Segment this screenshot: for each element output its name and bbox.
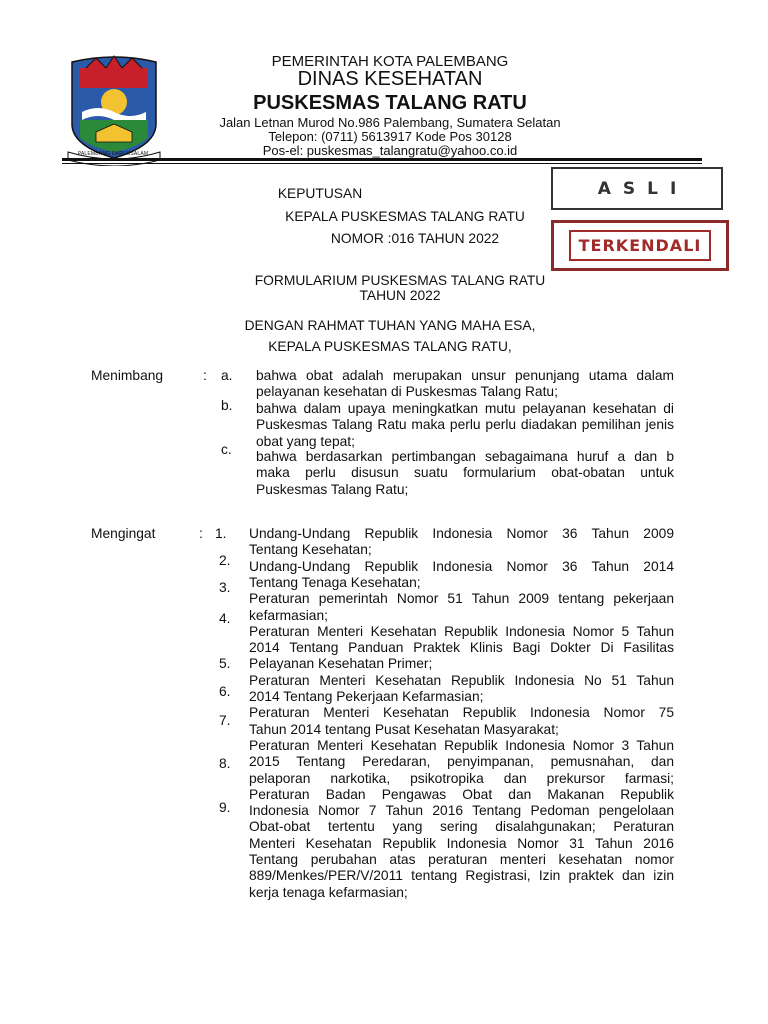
emblem-icon bbox=[66, 54, 162, 166]
mengingat-line: Undang-Undang Republik Indonesia Nomor 36 Tahun 2009 bbox=[249, 526, 674, 541]
government-name: PEMERINTAH KOTA PALEMBANG bbox=[271, 53, 509, 70]
mengingat-line: Tentang perubahan atas peraturan menteri kesehatan nomor bbox=[249, 852, 674, 867]
mengingat-line: Peraturan Menteri Kesehatan Republik Indonesia No 51 Tahun bbox=[249, 672, 674, 688]
mengingat-line: Peraturan Badan Pengawas Obat dan Makanan Republik bbox=[249, 786, 674, 802]
decision-number: NOMOR :016 TAHUN 2022 bbox=[330, 231, 500, 246]
menimbang-item-no: b. bbox=[221, 398, 233, 413]
mengingat-line: Pelayanan Kesehatan Primer; bbox=[249, 656, 433, 672]
menimbang-item-text: bahwa obat adalah merupakan unsur penunjang utama dalam pelayanan kesehatan di Puskesmas Talang Ratu; bbox=[256, 368, 674, 400]
mengingat-item-no: 6. bbox=[219, 684, 231, 699]
mengingat-line: kefarmasian; bbox=[249, 607, 328, 623]
mengingat-line: Menteri Kesehatan Republik Indonesia Nomor 31 Tahun 2016 bbox=[249, 835, 674, 851]
mengingat-label: Mengingat bbox=[91, 526, 156, 541]
menimbang-item-no: a. bbox=[221, 368, 233, 383]
mengingat-line: kerja tenaga kefarmasian; bbox=[249, 884, 408, 900]
decision-subject: FORMULARIUM PUSKESMAS TALANG RATU bbox=[254, 273, 546, 288]
menimbang-colon: : bbox=[203, 368, 207, 383]
address: Jalan Letnan Murod No.986 Palembang, Sumatera Selatan bbox=[219, 115, 561, 130]
mengingat-item-no: 2. bbox=[219, 553, 231, 568]
mengingat-item-no: 1. bbox=[215, 526, 227, 541]
menimbang-label: Menimbang bbox=[91, 368, 164, 383]
mengingat-line: Peraturan Menteri Kesehatan Republik Indonesia Nomor 75 bbox=[249, 705, 674, 721]
mengingat-line: 889/Menkes/PER/V/2011 tentang Registrasi, Izin praktek dan izin bbox=[249, 868, 674, 884]
office-name: DINAS KESEHATAN bbox=[297, 68, 483, 90]
mengingat-item-no: 4. bbox=[219, 611, 231, 626]
mengingat-item-no: 5. bbox=[219, 656, 231, 671]
mengingat-line: 2015 Tentang Peredaran, penyimpanan, pemusnahan, dan bbox=[249, 754, 674, 770]
mengingat-line: Tahun 2014 tentang Pusat Kesehatan Masyarakat; bbox=[249, 721, 559, 737]
decision-subject-year: TAHUN 2022 bbox=[359, 288, 441, 303]
decision-issuer: KEPALA PUSKESMAS TALANG RATU bbox=[285, 209, 525, 224]
mengingat-line: pelaporan narkotika, psikotropika dan prekursor farmasi; bbox=[249, 770, 674, 786]
mengingat-line: Tentang Kesehatan; bbox=[249, 542, 372, 558]
mengingat-line: 2014 Tentang Pekerjaan Kefarmasian; bbox=[249, 689, 484, 704]
mengingat-line: Peraturan Menteri Kesehatan Republik Indonesia Nomor 5 Tahun bbox=[249, 623, 674, 639]
menimbang-item-text: bahwa dalam upaya meningkatkan mutu pelayanan kesehatan di Puskesmas Talang Ratu maka perlu perlu diadakan pemilihan jenis obat yang tepat; bbox=[256, 401, 674, 449]
mengingat-line: Undang-Undang Republik Indonesia Nomor 36 Tahun 2014 bbox=[249, 558, 674, 574]
mengingat-item-no: 8. bbox=[219, 756, 231, 771]
phone: Telepon: (0711) 5613917 Kode Pos 30128 bbox=[268, 129, 512, 144]
mengingat-line: Tentang Tenaga Kesehatan; bbox=[249, 574, 421, 590]
decision-title: KEPUTUSAN bbox=[277, 186, 363, 201]
menimbang-item-text: bahwa berdasarkan pertimbangan sebagaimana huruf a dan b maka perlu disusun suatu formularium obat-obatan untuk Puskesmas Talang Ratu; bbox=[256, 449, 674, 497]
mengingat-colon: : bbox=[199, 526, 203, 541]
preamble-line1: DENGAN RAHMAT TUHAN YANG MAHA ESA, bbox=[244, 318, 536, 333]
letterhead-rule bbox=[62, 158, 702, 161]
mengingat-line: Indonesia Nomor 7 Tahun 2016 Tentang Pedoman pengelolaan bbox=[249, 803, 674, 819]
letterhead-rule-thin bbox=[62, 163, 702, 164]
mengingat-line: Peraturan pemerintah Nomor 51 Tahun 2009 tentang pekerjaan bbox=[249, 591, 674, 607]
mengingat-item-no: 9. bbox=[219, 800, 231, 815]
preamble-line2: KEPALA PUSKESMAS TALANG RATU, bbox=[268, 339, 512, 354]
email: Pos-el: puskesmas_talangratu@yahoo.co.id bbox=[262, 143, 518, 158]
mengingat-line: Obat-obat tertentu yang sering disalahgunakan; Peraturan bbox=[249, 819, 674, 835]
mengingat-item-no: 7. bbox=[219, 713, 231, 728]
emblem-ribbon-text: PALEMBANG DARUSSALAM bbox=[77, 151, 149, 157]
menimbang-item-no: c. bbox=[221, 442, 232, 457]
unit-name: PUSKESMAS TALANG RATU bbox=[253, 92, 527, 114]
city-emblem-logo bbox=[66, 54, 162, 166]
mengingat-item-no: 3. bbox=[219, 580, 231, 595]
mengingat-line: 2014 Tentang Panduan Praktek Klinis Bagi Dokter Di Fasilitas bbox=[249, 640, 674, 656]
stamp-terkendali-text: TERKENDALI bbox=[569, 230, 712, 261]
mengingat-line: Peraturan Menteri Kesehatan Republik Indonesia Nomor 3 Tahun bbox=[249, 737, 674, 753]
stamp-asli: ASLI bbox=[551, 167, 723, 210]
